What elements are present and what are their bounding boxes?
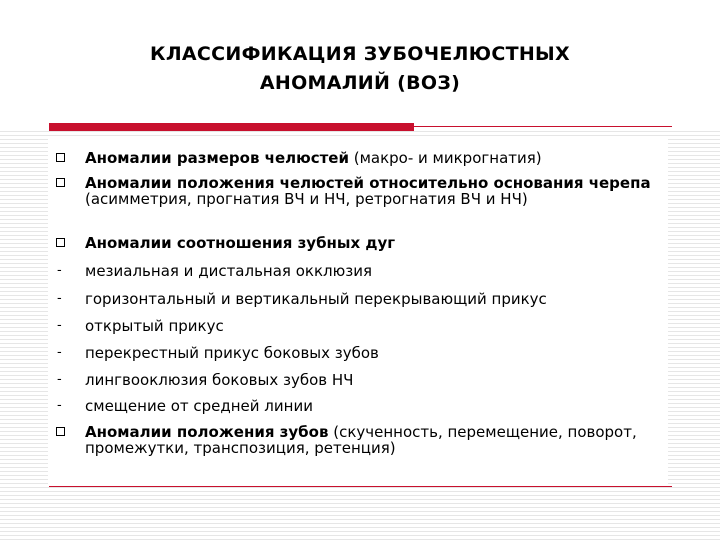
slide-title xyxy=(60,40,660,98)
slide-content xyxy=(48,138,668,484)
dash-bullet: - xyxy=(57,345,62,360)
square-bullet-icon xyxy=(56,427,65,436)
list-item-text: горизонтальный и вертикальный перекрывающий прикус xyxy=(85,290,547,308)
dash-bullet: - xyxy=(57,291,62,306)
list-item-text: открытый прикус xyxy=(85,317,224,335)
title-underline-line xyxy=(414,126,672,127)
dash-bullet: - xyxy=(57,318,62,333)
list-item-text: лингвооклюзия боковых зубов НЧ xyxy=(85,371,354,389)
list-item-text: (макро- и микрогнатия) xyxy=(348,149,542,167)
list-item-bold: Аномалии положения зубов xyxy=(85,423,329,441)
list-item-text: (асимметрия, прогнатия ВЧ и НЧ, ретрогнатия ВЧ и НЧ) xyxy=(85,190,528,208)
list-item-text: (скученность, перемещение, поворот, промежутки, транспозиция, ретенция) xyxy=(85,423,637,457)
square-bullet-icon xyxy=(56,178,65,187)
square-bullet-icon xyxy=(56,238,65,247)
dash-bullet: - xyxy=(57,398,62,413)
list-item-text: смещение от средней линии xyxy=(85,397,313,415)
list-item-bold: Аномалии размеров челюстей xyxy=(85,149,349,167)
square-bullet-icon xyxy=(56,153,65,162)
title-underline-bar xyxy=(49,123,414,131)
title-line-1: КЛАССИФИКАЦИЯ ЗУБОЧЕЛЮСТНЫХ xyxy=(150,43,570,65)
list-item-bold: Аномалии соотношения зубных дуг xyxy=(85,234,396,252)
list-item-text: перекрестный прикус боковых зубов xyxy=(85,344,379,362)
list-item-bold: Аномалии положения челюстей относительно основания черепа xyxy=(85,174,651,192)
bottom-divider xyxy=(49,486,672,487)
dash-bullet: - xyxy=(57,372,62,387)
title-line-2: АНОМАЛИЙ (ВОЗ) xyxy=(259,72,461,94)
dash-bullet: - xyxy=(57,263,62,278)
list-item-text: мезиальная и дистальная окклюзия xyxy=(85,262,372,280)
